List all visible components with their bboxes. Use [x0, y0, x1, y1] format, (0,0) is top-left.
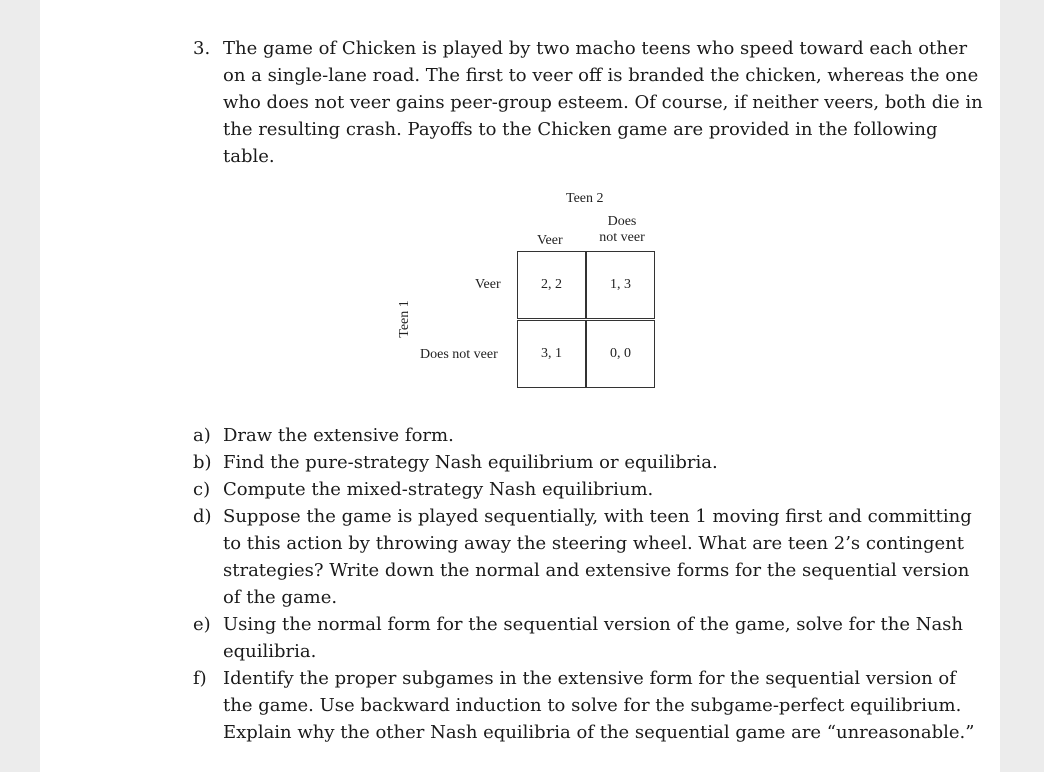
row-label-does-not-veer: Does not veer: [420, 347, 498, 362]
part-line: Suppose the game is played sequentially, with teen 1 moving first and committing: [223, 506, 972, 527]
payoff-cell-dnv-veer: 3, 1: [517, 320, 586, 388]
row-player-label: Teen 1: [396, 300, 412, 338]
part-line: Explain why the other Nash equilibria of the sequential game are “unreasonable.”: [223, 722, 975, 743]
part-label-c: c): [193, 479, 211, 500]
intro-line: on a single-lane road. The first to veer off is branded the chicken, whereas the one: [223, 65, 979, 86]
part-label-f: f): [193, 668, 207, 689]
payoff-cell-veer-veer: 2, 2: [517, 251, 586, 319]
document-page: [40, 0, 1000, 772]
question-number: 3.: [193, 38, 211, 59]
part-label-e: e): [193, 614, 211, 635]
payoff-cell-veer-dnv: 1, 3: [586, 251, 655, 319]
part-line: Identify the proper subgames in the extensive form for the sequential version of: [223, 668, 956, 689]
part-label-a: a): [193, 425, 211, 446]
part-text-c: [223, 476, 918, 503]
part-line: of the game.: [223, 587, 338, 608]
part-text-e: [223, 611, 964, 665]
column-player-label: Teen 2: [566, 191, 604, 206]
part-line: Draw the extensive form.: [223, 425, 454, 446]
row-label-veer: Veer: [475, 277, 501, 292]
part-text-f: [223, 665, 975, 746]
part-line: strategies? Write down the normal and extensive forms for the sequential version: [223, 560, 970, 581]
part-text-d: [223, 503, 972, 611]
part-text-a: [223, 422, 918, 449]
payoff-cell-dnv-dnv: 0, 0: [586, 320, 655, 388]
column-label-does-not-veer: [592, 214, 652, 246]
part-label-b: b): [193, 452, 212, 473]
column-label-dnv-line: not veer: [599, 230, 645, 245]
question-intro: [223, 35, 983, 170]
part-line: equilibria.: [223, 641, 317, 662]
part-line: Find the pure-strategy Nash equilibrium or equilibria.: [223, 452, 718, 473]
part-text-b: [223, 449, 918, 476]
column-label-veer: Veer: [537, 233, 563, 248]
intro-line: table.: [223, 146, 275, 167]
part-line: the game. Use backward induction to solve for the subgame-perfect equilibrium.: [223, 695, 962, 716]
part-line: to this action by throwing away the steering wheel. What are teen 2’s contingent: [223, 533, 964, 554]
intro-line: who does not veer gains peer-group esteem. Of course, if neither veers, both die in: [223, 92, 983, 113]
intro-line: The game of Chicken is played by two macho teens who speed toward each other: [223, 38, 968, 59]
part-line: Compute the mixed-strategy Nash equilibrium.: [223, 479, 654, 500]
column-label-dnv-line: Does: [607, 214, 637, 229]
intro-line: the resulting crash. Payoffs to the Chicken game are provided in the following: [223, 119, 938, 140]
part-line: Using the normal form for the sequential version of the game, solve for the Nash: [223, 614, 964, 635]
part-label-d: d): [193, 506, 212, 527]
